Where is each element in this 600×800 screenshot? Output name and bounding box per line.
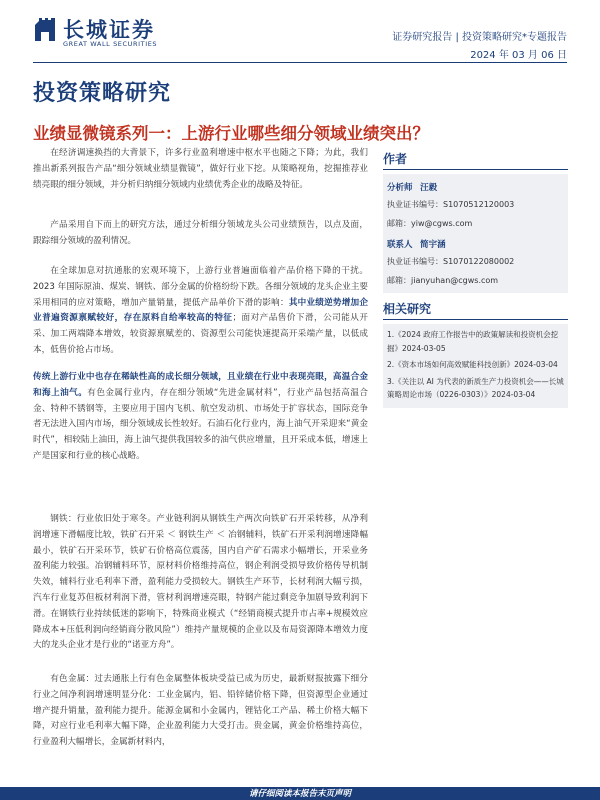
header-divider: [33, 62, 567, 63]
body-paragraph-2: 产品采用自下而上的研究方法，通过分析细分领域龙头公司业绩预告，以点及面，跟踪细分领域的盈利情况。: [33, 220, 368, 246]
report-title: 业绩显微镜系列一：上游行业哪些细分领域业绩突出？: [33, 124, 429, 143]
analyst-name: 汪毅: [420, 183, 438, 193]
analyst-email[interactable]: 邮箱：yiw@cgws.com: [387, 219, 473, 228]
analyst-cert: 执业证书编号：S1070512120003: [387, 200, 515, 209]
growth-segment-highlight: 传统上游行业中也存在稀缺性高的成长细分领域，且业绩在行业中表现亮眼，高温合金和海上油气。: [33, 372, 368, 398]
related-item[interactable]: 3.《关注以 AI 为代表的新质生产力投资机会——长城策略周论市场（0226-0303）》2024-03-04: [387, 376, 564, 400]
related-research-section: [383, 300, 568, 408]
logo-text: 长城证券: [63, 17, 155, 42]
contact-cert: 执业证书编号：S1070122080002: [387, 257, 515, 266]
related-item[interactable]: 2.《资本市场如何高效赋能科技创新》2024-03-04: [387, 360, 558, 370]
body-paragraph-nonferrous: 有色金属：过去通胀上行有色金属整体板块受益已成为历史，最新财报披露下细分行业之间净利润增速明显分化：工业金属内，铝、铅锌储价格下降，但资源型企业通过增产提升销量，盈利能力提升。能源金属和小金属内，锂钴化工产品、稀土价格大幅下降，对应行业毛利率大幅下降，企业盈利能力大受打击。贵金属，黄金价格维持高位，行业盈利大幅增长，金属新材料内，: [33, 674, 368, 748]
contact-name: 简宇涵: [420, 240, 446, 250]
report-meta: 证券研究报告 | 投资策略研究*专题报告: [392, 32, 567, 43]
body-paragraph-3: 在全球加息对抗通胀的宏观环境下，上游行业普遍面临着产品价格下降的干扰。2023 年国际原油、煤炭、钢铁、部分金属的价格纷纷下跌。各细分领域的龙头企业主要采用相同的应对策略，增加产量销量，提低产品单价下滑的影响：其中业绩逆势增加企业普遍资源禀赋较好，存在原料自给率较高的特征；面对产品售价下滑，公司能从开采、加工两端降本增效，较资源禀赋差的、资源型公司能快速提高开采端产量，以低成本，低售价抢占市场。: [33, 266, 368, 355]
authors-section: [383, 150, 568, 293]
key-finding-highlight: 其中业绩逆势增加企业普遍资源禀赋较好，存在原料自给率较高的特征: [33, 297, 368, 324]
related-heading: 相关研究: [383, 300, 568, 320]
authors-heading: 作者: [383, 150, 568, 170]
analyst-label: 分析师: [387, 183, 413, 193]
body-paragraph-steel: 钢铁：行业依旧处于寒冬。产业链利润从钢铁生产两次向铁矿石开采转移，从净利润增速下滑幅度比较，铁矿石开采 ＜ 钢铁生产 ＜ 冶钢辅料，铁矿石开采利润增速降幅最小，铁矿石开采环节，铁矿石价格高位震荡，国内自产矿石需求小幅增长，开采业务盈利能力较强。冶钢辅料环节，原材料价格维持高位，钢企利润受损导致价格传导机制失效，辅料行业毛利率下滑，盈利能力受损较大。钢铁生产环节，长材利润大幅亏损，汽车行业复苏但板材利润下滑，管材利润增速亮眼，特钢产能过剩竞争加剧导致利润下滑。在钢铁行业持续低迷的影响下，特殊商业模式（“经销商模式提升市占率+规模效应降成本+压低利润向经销商分散风险”）维持产量规模的企业以及布局资源降本增效力度大的龙头企业才是行业的“诺亚方舟”。: [33, 514, 368, 651]
body-paragraph-4: 传统上游行业中也存在稀缺性高的成长细分领域，且业绩在行业中表现亮眼，高温合金和海上油气。有色金属行业内，存在细分领域“先进金属材料”，行业产品包括高温合金、特种不锈钢等，主要应用于国内飞机、航空发动机、市场处于扩容状态，国际竞争者无法进入国内市场，细分领域成长性较好。石油石化行业内，海上油气开采迎来“黄金时代”，相较陆上油田，海上油气提供我国较多的油气供应增量，且开采成本低，增速上产是国家和行业的核心战略。: [33, 372, 368, 461]
footer-disclaimer: 请仔细阅读本报告末页声明: [248, 789, 351, 799]
related-item[interactable]: 1.《2024 政府工作报告中的政策解读和投资机会挖掘》2024-03-05: [387, 330, 559, 353]
body-paragraph-1: 在经济调速换挡的大背景下，许多行业盈利增速中枢水平也随之下降；为此，我们推出新系列报告产品“细分领域业绩显微镜”，做好行业下挖。从策略视角，挖掘推荐业绩亮眼的细分领域，并分析归纳细分领域内业绩优秀企业的战略及特征。: [33, 148, 368, 190]
logo-subtext: GREAT WALL SECURITIES: [63, 40, 158, 48]
report-date: 2024 年 03 月 06 日: [470, 50, 567, 61]
great-wall-logo-icon: [33, 17, 57, 43]
contact-label: 联系人: [387, 240, 413, 250]
contact-email[interactable]: 邮箱：jianyuhan@cgws.com: [387, 276, 499, 285]
section-title: 投资策略研究: [33, 80, 172, 106]
